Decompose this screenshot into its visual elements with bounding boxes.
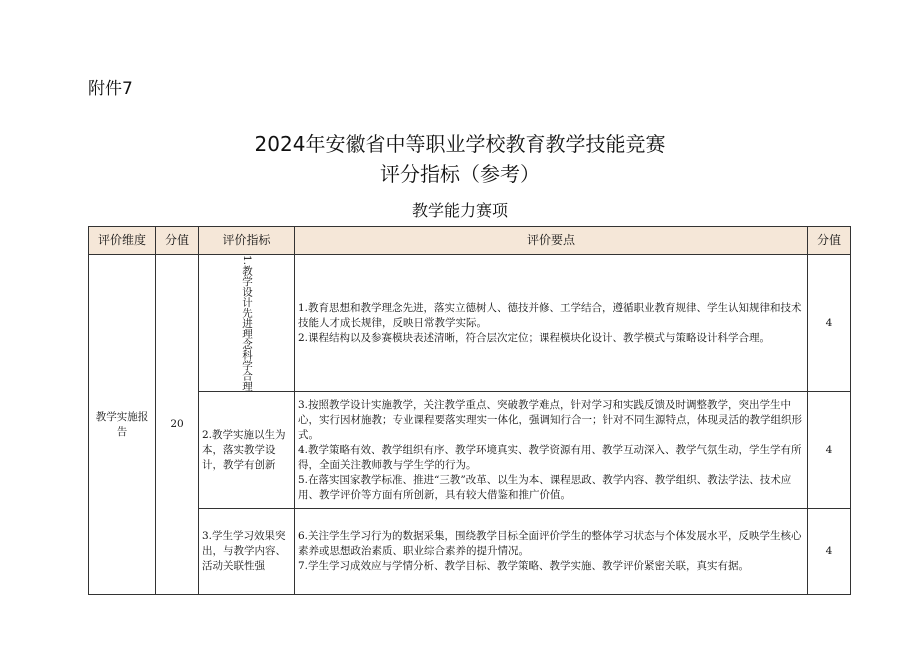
column-header-indicator: 评价指标: [199, 227, 295, 255]
points-cell: [295, 255, 808, 392]
points-score-cell: 4: [808, 255, 851, 392]
annex-label: 附件7: [88, 79, 133, 99]
column-header-points: 评价要点: [295, 227, 808, 255]
point-item: 2.课程结构以及参赛模块表述清晰，符合层次定位；课程模块化设计、教学模式与策略设计科学合理。: [298, 331, 771, 344]
dimension-score-cell: 20: [156, 255, 199, 595]
table-row: [89, 392, 851, 509]
page-title: 2024年安徽省中等职业学校教育教学技能竞赛: [254, 132, 666, 156]
column-header-score: 分值: [156, 227, 199, 255]
table-header-row: [89, 227, 851, 255]
point-item: 3.按照教学设计实施教学，关注教学重点、突破教学难点，针对学习和实践反馈及时调整教学，突出学生中心，实行因材施教；专业课程要落实理实一体化，强调知行合一；针对不同生源特点，体现灵活的教学组织形式。: [298, 398, 802, 441]
point-item: 1.教育思想和教学理念先进，落实立德树人、德技并修、工学结合，遵循职业教育规律、学生认知规律和技术技能人才成长规律，反映日常教学实际。: [298, 301, 802, 329]
points-score-cell: 4: [808, 392, 851, 509]
scoring-table: [88, 226, 851, 595]
table-row: [89, 255, 851, 392]
column-header-dimension: 评价维度: [89, 227, 156, 255]
section-subtitle: 教学能力赛项: [411, 201, 508, 220]
points-cell: [295, 392, 808, 509]
point-item: 7.学生学习成效应与学情分析、教学目标、教学策略、教学实施、教学评价紧密关联，真实有据。: [298, 560, 750, 573]
points-score-cell: 4: [808, 509, 851, 595]
page-title-line2: 评分指标（参考）: [380, 162, 540, 186]
points-cell: [295, 509, 808, 595]
dimension-cell: 教学实施报告: [89, 255, 156, 595]
indicator-cell: 2.教学实施以生为本，落实教学设计，教学有创新: [199, 392, 295, 509]
indicator-text: 1.教学设计先进理念科学合理: [241, 255, 253, 392]
point-item: 6.关注学生学习行为的数据采集，围绕教学目标全面评价学生的整体学习状态与个体发展水平，反映学生核心素养或思想政治素质、职业综合素养的提升情况。: [298, 530, 802, 558]
table-row: [89, 509, 851, 595]
indicator-cell: 3.学生学习效果突出，与教学内容、活动关联性强: [199, 509, 295, 595]
indicator-cell: [199, 255, 295, 392]
point-item: 4.教学策略有效、教学组织有序、教学环境真实、教学资源有用、教学互动深入、教学气氛生动，学生学有所得，全面关注教师教与学生学的行为。: [298, 443, 802, 471]
column-header-points-score: 分值: [808, 227, 851, 255]
point-item: 5.在落实国家教学标准、推进“三教”改革、以生为本、课程思政、教学内容、教学组织、教法学法、技术应用、教学评价等方面有所创新，具有较大借鉴和推广价值。: [298, 473, 792, 501]
